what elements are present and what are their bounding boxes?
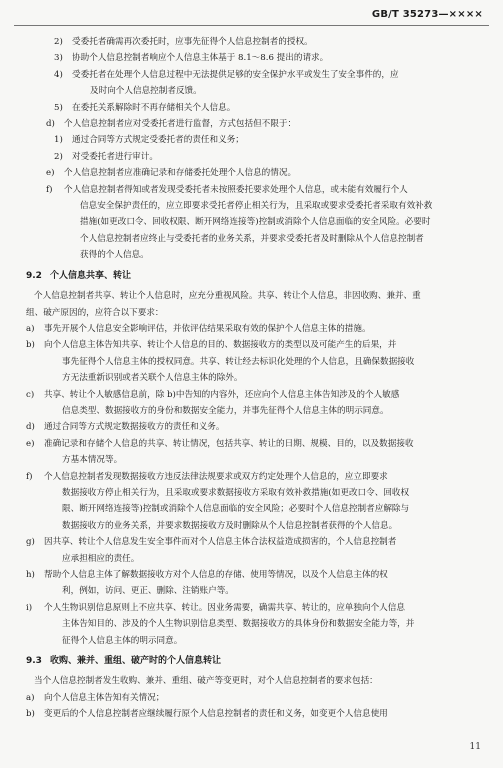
list-line: [54, 149, 481, 165]
list-text: 数据接收方的业务关系，并要求数据接收方及时删除从个人信息控制者获得的个人信息。: [62, 520, 398, 531]
list-text: 获得的个人信息。: [80, 250, 149, 261]
list-marker: h): [26, 570, 35, 580]
section-number: 9.2: [26, 270, 42, 281]
list-text: 帮助个人信息主体了解数据接收方对个人信息的存储、使用等情况，以及个人信息主体的权: [44, 570, 388, 580]
list-marker: 4): [54, 69, 63, 80]
list-text: 数据接收方停止相关行为，且采取或要求数据接收方采取有效补救措施(如更改口令、回收权: [62, 487, 410, 498]
list-marker: i): [26, 602, 33, 613]
list-line: [44, 354, 481, 370]
standard-number-header: GB/T 35273—××××: [371, 9, 483, 20]
list-text: 向个人信息主体告知有关情况；: [44, 692, 165, 703]
list-line: [26, 534, 481, 550]
list-text: 信息类型、数据接收方的身份和数据安全能力，并事先征得个人信息主体的明示同意。: [62, 405, 389, 416]
list-text: 信息安全保护责任的，应立即要求受托者停止相关行为，且采取或要求受委托者采取有效补救: [80, 201, 433, 212]
list-line: [26, 419, 481, 435]
list-line: [26, 387, 481, 403]
list-line: [46, 165, 481, 181]
list-line: [46, 116, 481, 132]
list-line: [62, 198, 481, 214]
document-body: [26, 34, 481, 723]
list-line: [54, 100, 481, 116]
list-line: [26, 321, 481, 337]
list-marker: c): [26, 389, 35, 400]
list-text: 通过合同等方式规定受委托者的责任和义务；: [72, 135, 244, 146]
list-text: 限、断开网络连接等)控制或消除个人信息面临的安全风险；必要时个人信息控制者应解除与: [62, 504, 410, 515]
list-line: [72, 83, 481, 99]
list-text: 受委托者在处理个人信息过程中无法提供足够的安全保护水平或发生了安全事件的，应: [72, 69, 399, 80]
list-text: 利，例如，访问、更正、删除、注销账户等。: [62, 586, 234, 597]
list-text: 主体告知目的、涉及的个人生物识别信息类型、数据接收方的具体身份和数据安全能力等，并: [62, 619, 415, 630]
list-text: 个人生物识别信息原则上不应共享、转让。因业务需要，确需共享、转让的，应单独向个人信息: [44, 602, 405, 613]
section-9-2-intro: [26, 288, 481, 321]
list-line: [44, 370, 481, 386]
paragraph-line: 个人信息控制者共享、转让个人信息时，应充分重视风险。共享、转让个人信息，非因收购、兼并、重: [34, 291, 421, 302]
section-9-3-intro: 当个人信息控制者发生收购、兼并、重组、破产等变更时，对个人信息控制者的要求包括：: [34, 676, 378, 687]
list-marker: e): [46, 168, 55, 179]
list-line: [54, 132, 481, 148]
list-marker: 2): [54, 37, 63, 47]
list-text: 个人信息控制者应准确记录和存储委托处理个人信息的情况。: [64, 168, 297, 179]
list-marker: d): [46, 119, 55, 130]
top-list: [26, 34, 481, 264]
list-text: 个人信息控制者应终止与受委托者的业务关系，并要求受委托者及时删除从个人信息控制者: [80, 233, 424, 244]
list-line: [26, 469, 481, 485]
list-line: [44, 485, 481, 501]
list-marker: b): [26, 709, 35, 720]
list-marker: b): [26, 340, 35, 351]
list-text: 向个人信息主体告知共享、转让个人信息的目的、数据接收方的类型以及可能产生的后果，并: [44, 340, 397, 351]
list-marker: e): [26, 438, 35, 449]
section-title: 收购、兼并、重组、破产时的个人信息转让: [50, 656, 222, 667]
list-text: 在委托关系解除时不再存储相关个人信息。: [72, 102, 236, 113]
list-text: 事先征得个人信息主体的授权同意。共享、转让经去标识化处理的个人信息，且确保数据接收: [62, 356, 415, 367]
list-line: [54, 34, 481, 50]
list-line: [46, 182, 481, 198]
list-marker: a): [26, 323, 35, 334]
list-text: 征得个人信息主体的明示同意。: [62, 635, 183, 646]
list-marker: 1): [54, 135, 63, 146]
list-text: 对受委托者进行审计。: [72, 151, 158, 162]
list-text: 方无法重新识别或者关联个人信息主体的除外。: [62, 373, 243, 384]
page-number: 11: [469, 742, 481, 752]
list-text: 方基本情况等。: [62, 455, 123, 466]
list-marker: 3): [54, 53, 63, 64]
list-line: [44, 633, 481, 649]
list-line: [54, 50, 481, 66]
list-line: [44, 518, 481, 534]
list-marker: 2): [54, 151, 63, 162]
list-text: 因共享、转让个人信息发生安全事件而对个人信息主体合法权益造成损害的，个人信息控制者: [44, 537, 397, 548]
section-title: 个人信息共享、转让: [50, 270, 132, 281]
list-line: [44, 616, 481, 632]
section-9-3-heading: [26, 653, 481, 669]
list-text: 受委托者确需再次委托时，应事先征得个人信息控制者的授权。: [72, 37, 313, 47]
list-line: [62, 214, 481, 230]
list-text: 个人信息控制者应对受委托者进行监督，方式包括但不限于：: [64, 119, 297, 130]
list-marker: a): [26, 692, 35, 703]
section-9-3-list: [26, 690, 481, 723]
list-text: 变更后的个人信息控制者应继续履行原个人信息控制者的责任和义务，如变更个人信息使用: [44, 709, 388, 720]
list-line: [54, 67, 481, 83]
list-line: [44, 403, 481, 419]
list-text: 应承担相应的责任。: [62, 553, 140, 564]
list-line: [26, 567, 481, 583]
list-line: [26, 337, 481, 353]
list-text: 通过合同等方式规定数据接收方的责任和义务。: [44, 422, 225, 433]
paragraph-line: 组、破产原因的，应符合以下要求：: [26, 307, 164, 318]
list-marker: g): [26, 537, 35, 548]
list-line: [26, 690, 481, 706]
list-text: 及时向个人信息控制者反馈。: [90, 86, 202, 97]
list-text: 协助个人信息控制者响应个人信息主体基于 8.1～8.6 提出的请求。: [72, 53, 329, 64]
section-9-2-list: [26, 321, 481, 649]
list-marker: 5): [54, 102, 63, 113]
list-text: 个人信息控制者得知或者发现受委托者未按照委托要求处理个人信息，或未能有效履行个人: [64, 184, 408, 195]
list-line: [44, 452, 481, 468]
list-line: [44, 583, 481, 599]
list-line: [62, 247, 481, 263]
list-text: 共享、转让个人敏感信息前，除 b)中告知的内容外，还应向个人信息主体告知涉及的个人敏感: [44, 389, 400, 400]
list-text: 措施(如更改口令、回收权限、断开网络连接等)控制或消除个人信息面临的安全风险。必要时: [80, 217, 431, 228]
list-line: [26, 436, 481, 452]
list-text: 事先开展个人信息安全影响评估，并依评估结果采取有效的保护个人信息主体的措施。: [44, 323, 371, 334]
list-text: 个人信息控制者发现数据接收方违反法律法规要求或双方约定处理个人信息的，应立即要求: [44, 471, 388, 482]
list-marker: f): [46, 184, 53, 195]
list-marker: f): [26, 471, 33, 482]
header-rule: [14, 25, 489, 26]
list-text: 准确记录和存储个人信息的共享、转让情况，包括共享、转让的日期、规模、目的，以及数据接收: [44, 438, 414, 449]
section-9-2-heading: [26, 268, 481, 284]
list-line: [26, 706, 481, 722]
section-number: 9.3: [26, 656, 42, 667]
list-marker: d): [26, 422, 35, 433]
list-line: [26, 600, 481, 616]
list-line: [44, 501, 481, 517]
list-line: [62, 231, 481, 247]
list-line: [44, 551, 481, 567]
